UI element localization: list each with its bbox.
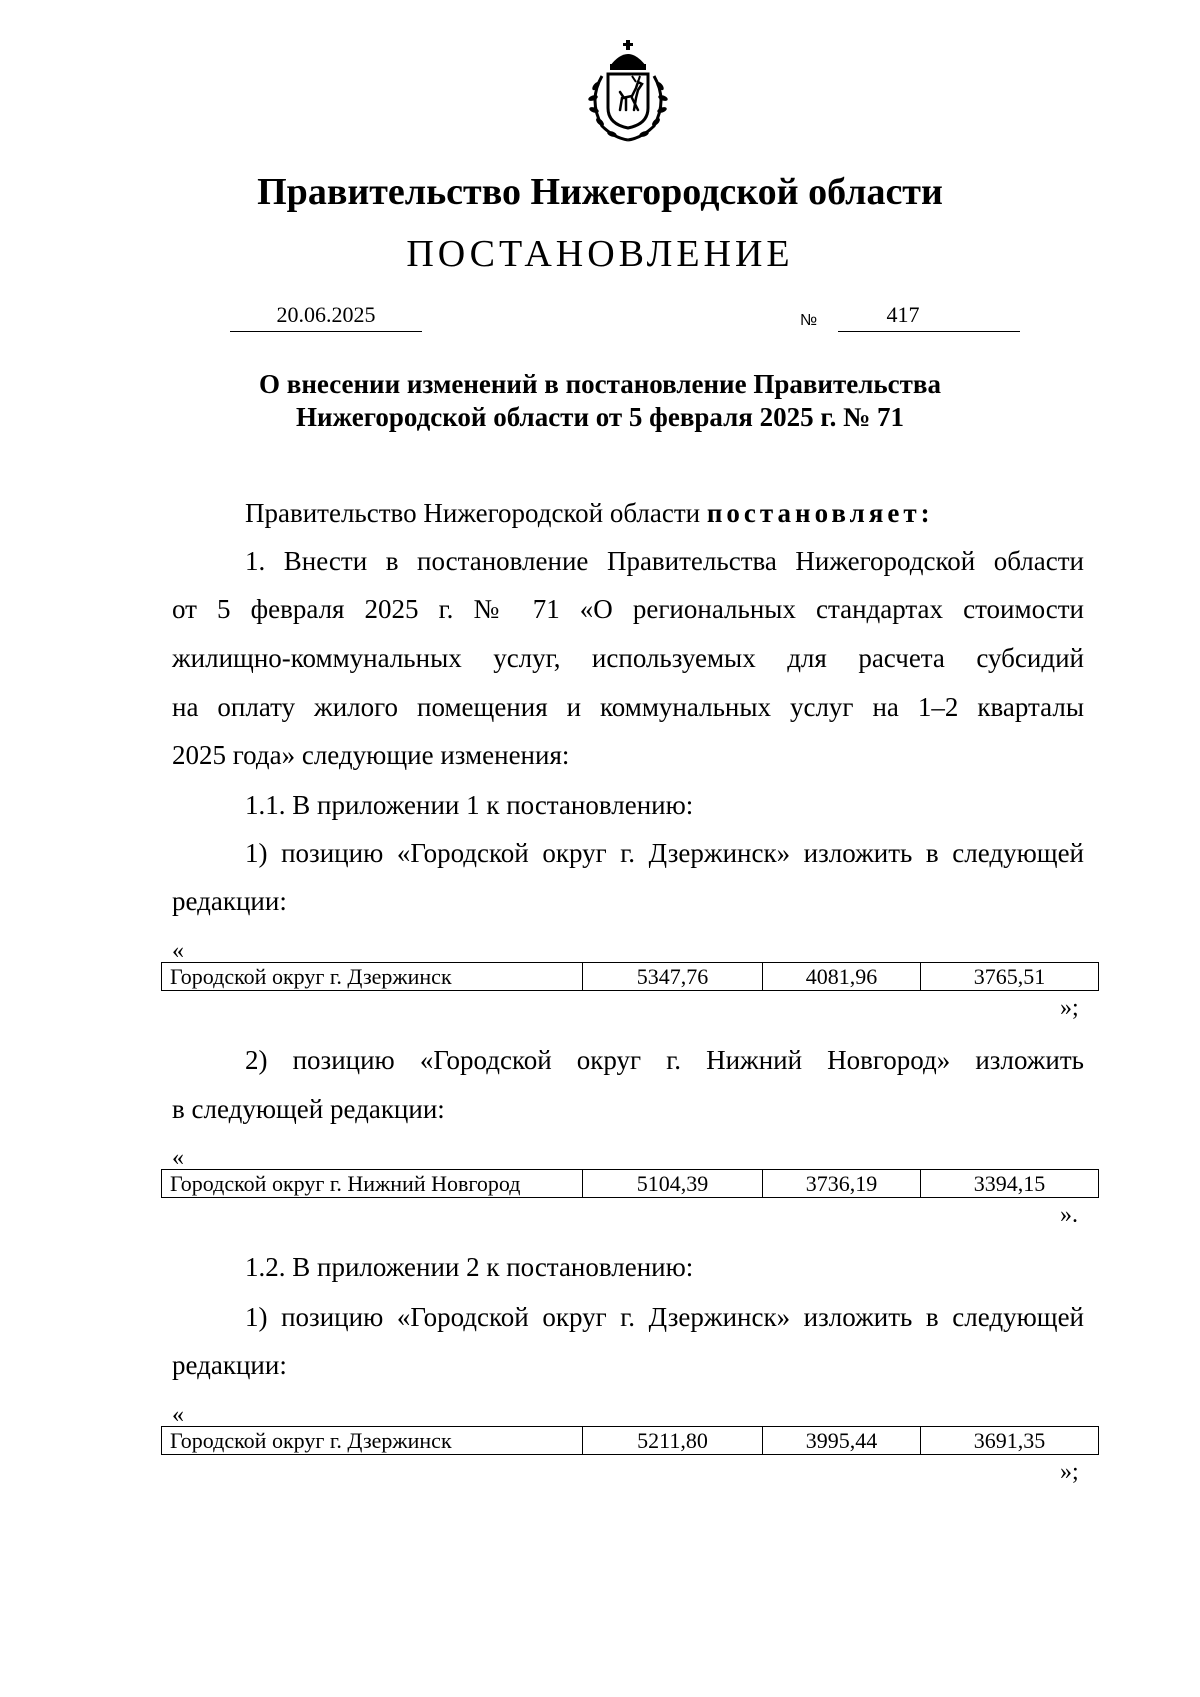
item1-line-4: на оплату жилого помещения и коммунальных услуг на 1–2 кварталы [172,692,1084,722]
coat-of-arms-emblem [580,38,676,146]
quote-open-2: « [172,1145,184,1171]
document-type: ПОСТАНОВЛЕНИЕ [406,233,794,275]
table-cell-value-3: 3394,15 [921,1170,1099,1198]
position-table-2 [161,1169,1099,1198]
table-cell-value-2: 3736,19 [763,1170,921,1198]
table-cell-value-3: 3765,51 [921,963,1099,991]
item1-line-3: жилищно-коммунальных услуг, используемых для расчета субсидий [172,643,1084,673]
quote-close-3: »; [1060,1459,1079,1485]
quote-close-2: ». [1060,1202,1078,1228]
item1-1-heading: 1.1. В приложении 1 к постановлению: [245,790,694,820]
table-row [162,963,1099,991]
table-cell-value-1: 5211,80 [583,1427,763,1455]
quote-open-3: « [172,1402,184,1428]
table-row [162,1427,1099,1455]
table-cell-value-2: 3995,44 [763,1427,921,1455]
subject-line-2: Нижегородской области от 5 февраля 2025 г. № 71 [295,402,905,432]
organization-title: Правительство Нижегородской области [257,171,943,213]
table-cell-name: Городской округ г. Нижний Новгород [162,1170,583,1198]
table-cell-value-1: 5347,76 [583,963,763,991]
item1-2-heading: 1.2. В приложении 2 к постановлению: [245,1252,694,1282]
item1-line-5: 2025 года» следующие изменения: [172,740,570,770]
quote-close-1: »; [1060,995,1079,1021]
item1-2-1-line-2: редакции: [172,1350,287,1380]
item1-line-2: от 5 февраля 2025 г. № 71 «О региональных стандартах стоимости [172,594,1084,624]
item1-1-2-line-2: в следующей редакции: [172,1094,445,1124]
item1-line-1: 1. Внести в постановление Правительства Нижегородской области [245,546,1084,576]
table-cell-value-2: 4081,96 [763,963,921,991]
document-subject [0,368,1200,434]
document-date: 20.06.2025 [230,302,422,332]
document-number-value: 417 [886,302,920,327]
quote-open-1: « [172,938,184,964]
preamble-text: Правительство Нижегородской области [245,498,707,528]
document-number [838,302,1020,332]
position-table-1 [161,962,1099,991]
table-cell-value-1: 5104,39 [583,1170,763,1198]
preamble [172,498,1084,529]
item1-1-1-line-1: 1) позицию «Городской округ г. Дзержинск» изложить в следующей [245,838,1084,868]
item1-1-2-line-1: 2) позицию «Городской округ г. Нижний Новгород» изложить [245,1045,1084,1075]
table-cell-value-3: 3691,35 [921,1427,1099,1455]
table-cell-name: Городской округ г. Дзержинск [162,1427,583,1455]
table-row [162,1170,1099,1198]
item1-1-1-line-2: редакции: [172,886,287,916]
number-label: № [800,312,818,329]
table-cell-name: Городской округ г. Дзержинск [162,963,583,991]
subject-line-1: О внесении изменений в постановление Правительства [259,369,941,399]
position-table-3 [161,1426,1099,1455]
item1-2-1-line-1: 1) позицию «Городской округ г. Дзержинск» изложить в следующей [245,1302,1084,1332]
preamble-verb: постановляет: [706,498,934,528]
